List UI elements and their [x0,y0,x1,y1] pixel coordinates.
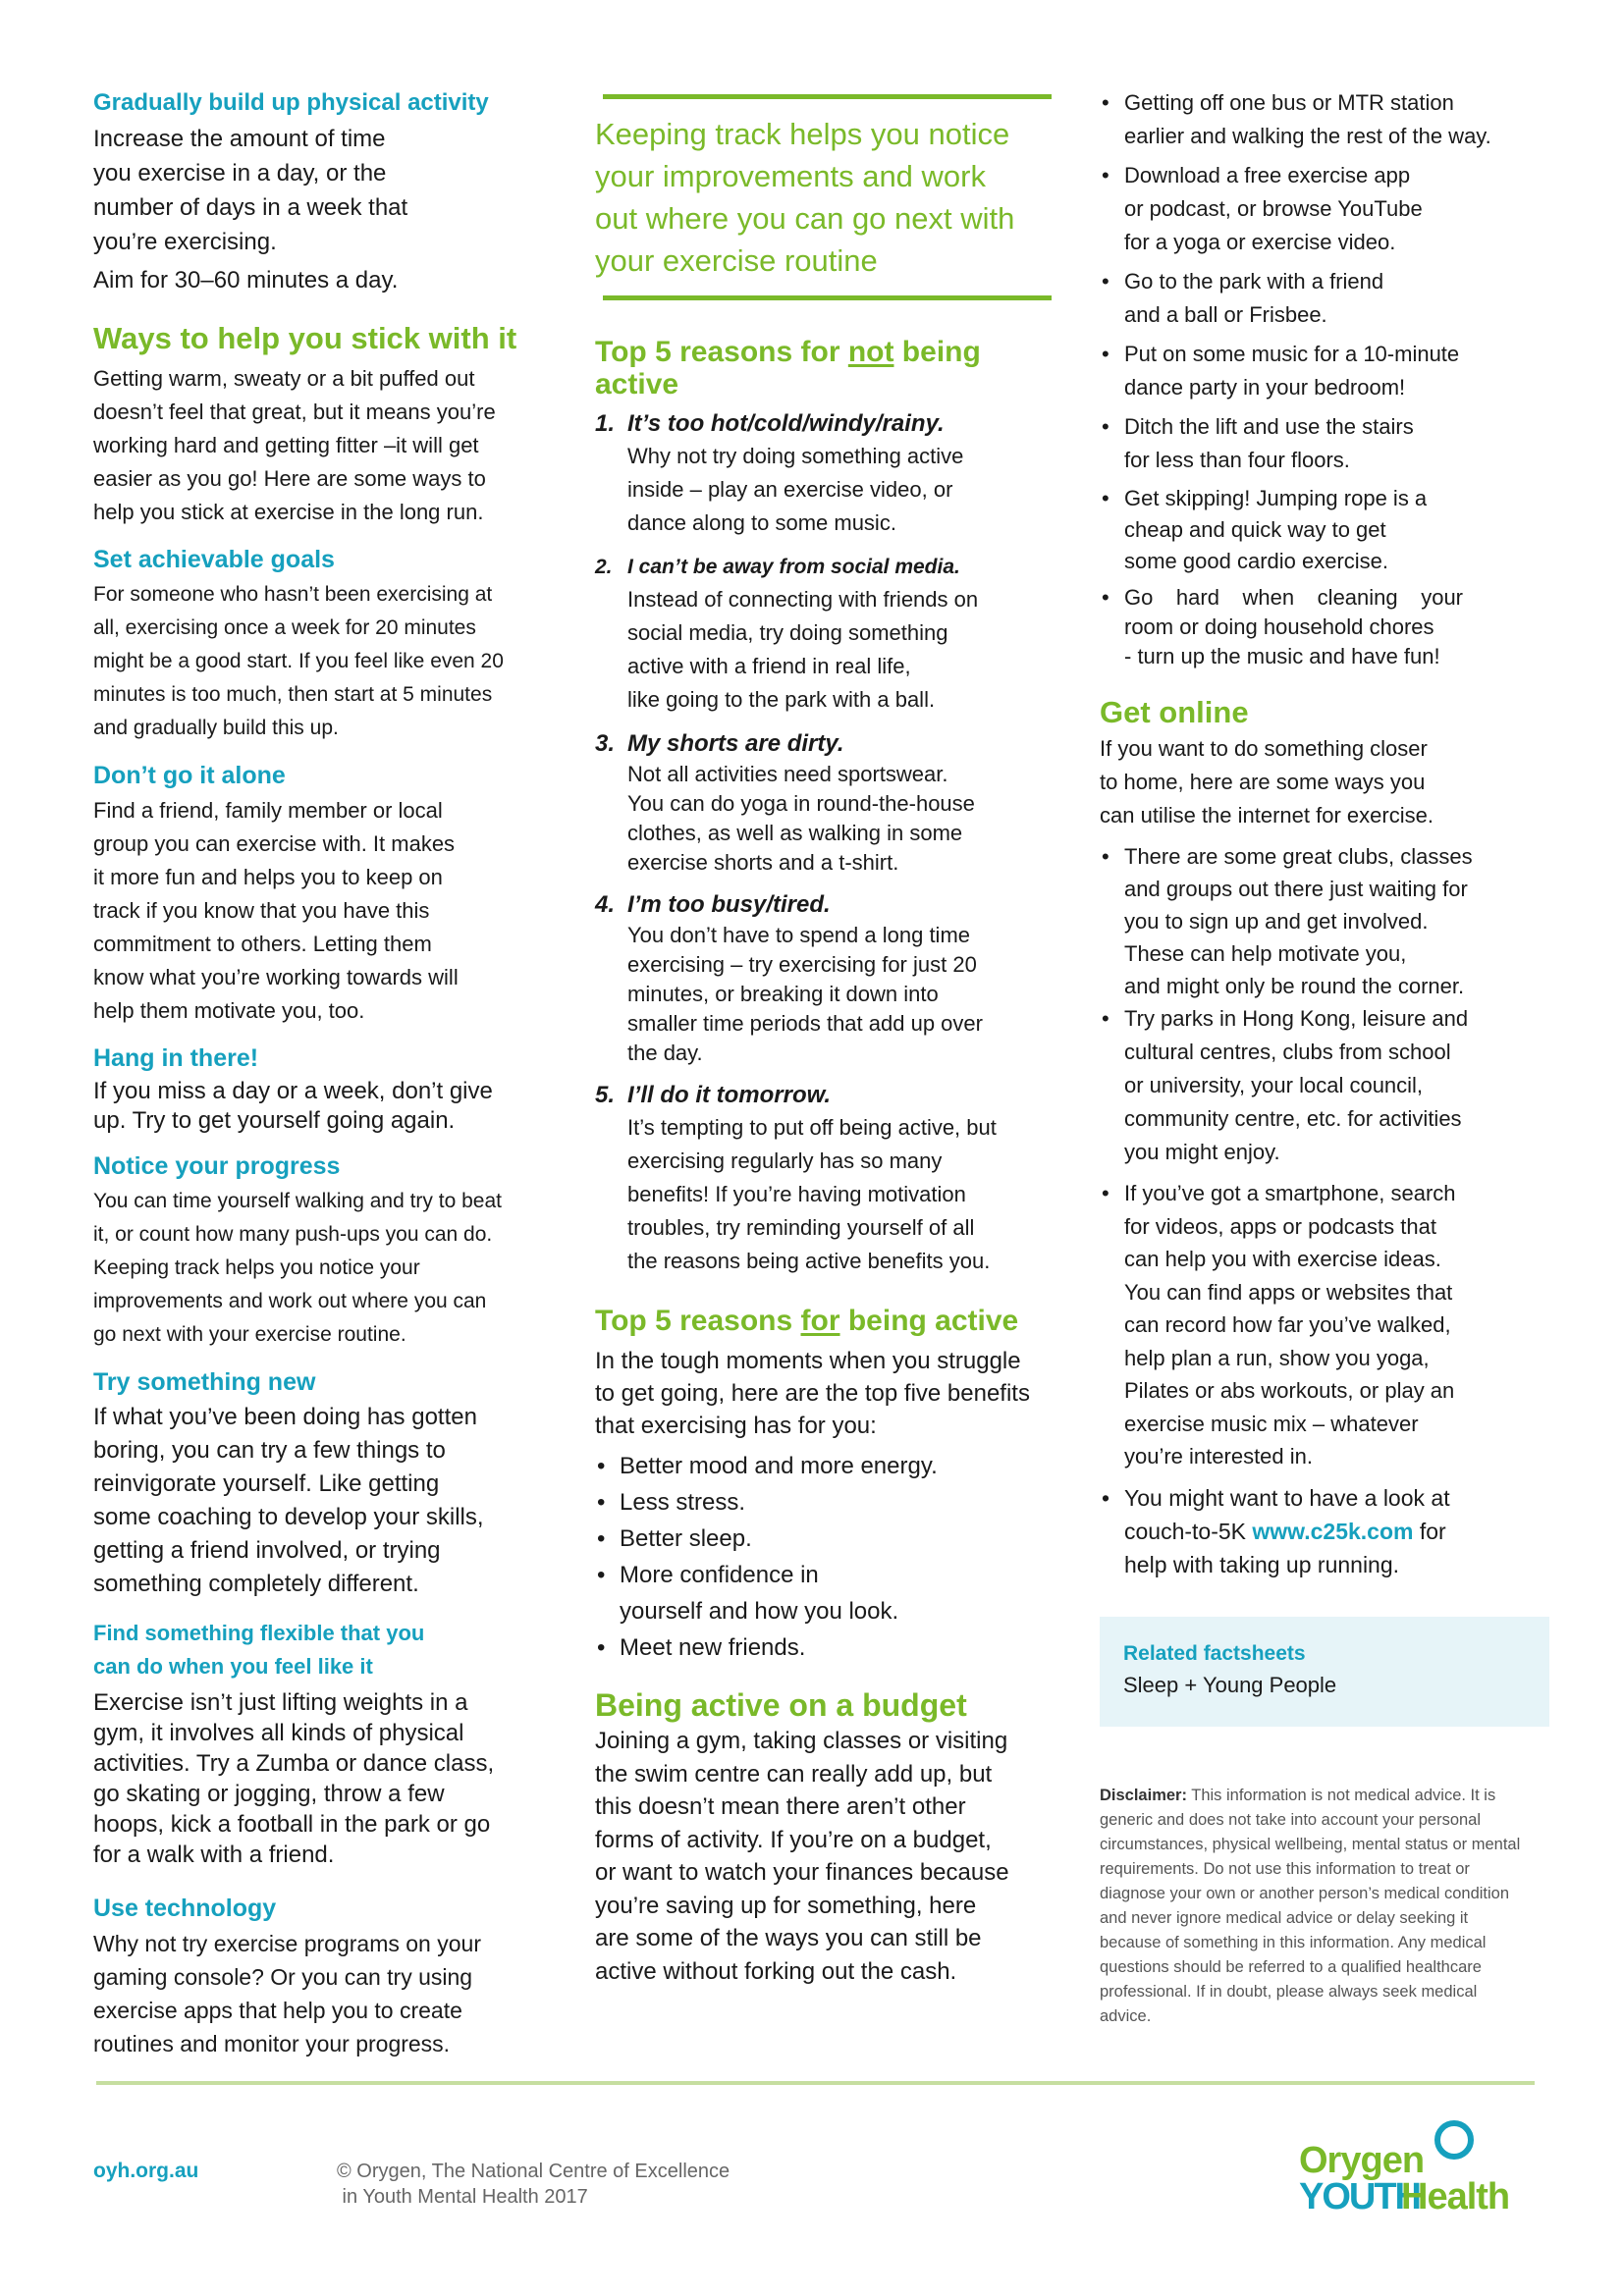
reason-body: Why not try doing something active inside – play an exercise video, or dance along to some music. [627,444,964,535]
benefits-list [595,1448,1047,1666]
related-factsheets-box [1100,1617,1549,1727]
bullet-icon: • [597,1525,606,1552]
column-middle [595,94,1047,1988]
bullet-icon: • [597,1489,606,1516]
reason-body: It’s tempting to put off being active, but exercising regularly has so many benefits! If you’re having motivation troubles, try reminding yourself of all the reasons being active benefits you. [627,1115,997,1273]
heading-for-active: Top 5 reasons for being active [595,1305,1019,1337]
bullet-icon: • [1102,486,1109,510]
online-tip-item: • You might want to have a look at couch-to-5K www.c25k.com for help with taking up running. [1100,1481,1553,1581]
pull-quote: Keeping track helps you notice your improvements and work out where you can go next with your exercise routine [595,117,1015,278]
bullet-icon: • [1102,414,1109,439]
budget-tip-item: • Put on some music for a 10-minute dance party in your bedroom! [1100,338,1553,404]
orygen-logo: Orygen YOUTH Health [1299,2120,1535,2223]
related-link-sleep[interactable]: Sleep + Young People [1123,1672,1337,1697]
section-not-active [595,336,1047,1278]
benefit-item: • Better sleep. [595,1521,1047,1557]
reason-body: You don’t have to spend a long time exercising – try exercising for just 20 minutes, or breaking it down into smaller time periods that add up over the day. [627,923,983,1065]
section-stick [93,321,545,529]
budget-body: Joining a gym, taking classes or visiting the swim centre can really add up, but this doesn’t mean there aren’t other forms of activity. If you’re on a budget, or want to watch your finances because you’re saving up for something, here are some of the ways you can still be active without forking out the cash. [595,1728,1009,1985]
reason-title: I can’t be away from social media. [627,556,960,578]
budget-tip-item: • Download a free exercise app or podcast, or browse YouTube for a yoga or exercise video. [1100,159,1553,259]
bullet-icon: • [1102,1181,1109,1205]
heading-alone: Don’t go it alone [93,762,286,789]
alone-body: Find a friend, family member or local group you can exercise with. It makes it more fun and helps you to keep on track if you know that you have this commitment to others. Letting them know what you’re working towards will help them motivate you, too. [93,798,459,1023]
bullet-icon: • [1102,1006,1109,1031]
aim-text: Aim for 30–60 minutes a day. [93,267,399,294]
flexible-body: Exercise isn’t just lifting weights in a gym, it involves all kinds of physical activities. Try a Zumba or dance class, go skating or jogging, throw a few hoops, kick a football in the park or go for a walk with a friend. [93,1689,495,1868]
bullet-icon: • [597,1453,606,1479]
hang-body: If you miss a day or a week, don’t give up. Try to get yourself going again. [93,1078,493,1134]
goals-body: For someone who hasn’t been exercising at all, exercising once a week for 20 minutes might be a good start. If you feel like even 20 minutes is too much, then start at 5 minutes and gradually build this up. [93,583,504,739]
online-tips-list [1100,840,1553,1581]
disclaimer-text: This information is not medical advice. It is generic and does not take into account your personal circumstances, physical wellbeing, mental status or mental requirements. Do not use this information to treat or diagnose your own or another person’s medical condition and never ignore medical advice or delay seeking it because of something in this information. Any medical questions should be referred to a qualified healthcare professional. If in doubt, please always seek medical advice. [1100,1786,1521,2025]
budget-tip-item: • Go to the park with a friend and a ball or Frisbee. [1100,265,1553,332]
benefit-item: • More confidence in yourself and how you look. [595,1557,1047,1629]
bullet-icon: • [1102,163,1109,187]
reason-title: My shorts are dirty. [627,730,844,757]
section-tech [93,1894,545,2060]
online-tip-item: • There are some great clubs, classes and groups out there just waiting for you to sign up and get involved. These can help motivate you, and might only be round the corner. [1100,840,1553,1002]
stick-body: Getting warm, sweaty or a bit puffed out doesn’t feel that great, but it means you’re working hard and getting fitter –it will get easier as you go! Here are some ways to help you stick at exercise in the long run. [93,366,496,524]
for-active-intro: In the tough moments when you struggle to get going, here are the top five benefits that exercising has for you: [595,1348,1030,1439]
benefit-item: • Meet new friends. [595,1629,1047,1666]
footer-url-link[interactable]: oyh.org.au [93,2160,199,2182]
column-right [1100,88,1553,2029]
reason-title: I’ll do it tomorrow. [627,1082,832,1108]
bullet-icon: • [1102,844,1109,869]
bullet-icon: • [1102,342,1109,366]
reason-body: Instead of connecting with friends on social media, try doing something active with a friend in real life, like going to the park with a ball. [627,587,979,712]
online-intro: If you want to do something closer to home, here are some ways you can utilise the internet for exercise. [1100,736,1434,828]
related-heading: Related factsheets [1123,1641,1306,1665]
bullet-icon: • [1102,585,1109,610]
budget-tips-list [1100,86,1553,671]
reason-item: 1. It’s too hot/cold/windy/rainy. Why not try doing something active inside – play an exercise video, or dance along to some music. [595,408,1047,540]
heading-tech: Use technology [93,1895,277,1922]
tech-body: Why not try exercise programs on your gaming console? Or you can try using exercise apps that help you to create routines and monitor your progress. [93,1931,481,2056]
benefit-item: • Less stress. [595,1484,1047,1521]
bullet-icon: • [1102,90,1109,115]
footer-copyright: © Orygen, The National Centre of Excellence in Youth Mental Health 2017 [337,2161,730,2208]
heading-stick: Ways to help you stick with it [93,321,517,355]
c25k-link[interactable]: www.c25k.com [1252,1518,1414,1544]
heading-flexible: Find something flexible that you can do when you feel like it [93,1621,425,1679]
reason-item: 3. My shorts are dirty. Not all activities need sportswear. You can do yoga in round-the-house clothes, as well as walking in some exercise shorts and a t-shirt. [595,728,1047,878]
column-left [93,88,545,2060]
progress-body: You can time yourself walking and try to beat it, or count how many push-ups you can do. Keeping track helps you notice your improvements and work out where you can go next with your exercise routine. [93,1190,502,1346]
budget-tip-item: • Go hard when cleaning your room or doing household chores - turn up the music and have fun! [1102,585,1463,668]
heading-progress: Notice your progress [93,1152,341,1180]
heading-build-up: Gradually build up physical activity [93,89,489,116]
section-hang [93,1043,545,1136]
heading-goals: Set achievable goals [93,546,335,573]
budget-tip-item: • Ditch the lift and use the stairs for less than four floors. [1100,410,1553,477]
section-goals [93,545,545,745]
bullet-icon: • [1102,1484,1110,1511]
section-alone [93,761,545,1028]
logo-ring-icon [1434,2120,1474,2160]
reason-title: I’m too busy/tired. [627,891,831,918]
online-tip-item: • If you’ve got a smartphone, search for videos, apps or podcasts that can help you with exercise ideas. You can find apps or websites that can record how far you’ve walked, help plan a run, show you yoga, Pilates or abs workouts, or play an exercise music mix – whatever you’re interested in. [1100,1177,1553,1473]
heading-hang: Hang in there! [93,1044,259,1072]
bullet-icon: • [1102,269,1109,294]
section-new [93,1367,545,1601]
build-up-body: Increase the amount of time you exercise in a day, or the number of days in a week that you’re exercising. Aim for 30–60 minutes a day. [93,122,545,297]
section-budget [595,1687,1047,1988]
bullet-icon: • [597,1634,606,1661]
benefit-item: • Better mood and more energy. [595,1448,1047,1484]
heading-online: Get online [1100,695,1249,729]
budget-tip-item: • Getting off one bus or MTR station earlier and walking the rest of the way. [1100,86,1553,153]
disclaimer-label: Disclaimer: [1100,1786,1187,1804]
disclaimer [1100,1784,1532,2029]
reason-title: It’s too hot/cold/windy/rainy. [627,410,945,437]
heading-budget: Being active on a budget [595,1687,967,1723]
reason-item: 2. I can’t be away from social media. Instead of connecting with friends on social media, try doing something active with a friend in real life, like going to the park with a ball. [595,552,1047,717]
section-progress [93,1151,545,1352]
footer-divider [96,2081,1535,2085]
heading-new: Try something new [93,1368,316,1396]
section-build-up [93,88,545,297]
reason-item: 4. I’m too busy/tired. You don’t have to spend a long time exercising – try exercising for just 20 minutes, or breaking it down into smaller time periods that add up over the day. [595,889,1047,1068]
section-online [1100,695,1553,1581]
online-tip-item: • Try parks in Hong Kong, leisure and cultural centres, clubs from school or university, your local council, community centre, etc. for activities you might enjoy. [1100,1002,1553,1169]
quote-rule-top [603,94,1052,99]
budget-tip-item: • Get skipping! Jumping rope is a cheap and quick way to get some good cardio exercise. [1100,483,1553,577]
reason-item: 5. I’ll do it tomorrow. It’s tempting to put off being active, but exercising regularly has so many benefits! If you’re having motivation troubles, try reminding yourself of all the reasons being active benefits you. [595,1080,1047,1278]
section-for-active [595,1304,1047,1666]
bullet-icon: • [597,1562,606,1588]
section-flexible [93,1617,545,1870]
heading-not-active: Top 5 reasons for not being active [595,336,981,400]
reason-body: Not all activities need sportswear. You can do yoga in round-the-house clothes, as well as walking in some exercise shorts and a t-shirt. [627,762,975,875]
new-body: If what you’ve been doing has gotten boring, you can try a few things to reinvigorate yourself. Like getting some coaching to develop your skills, getting a friend involved, or trying something completely different. [93,1404,484,1597]
